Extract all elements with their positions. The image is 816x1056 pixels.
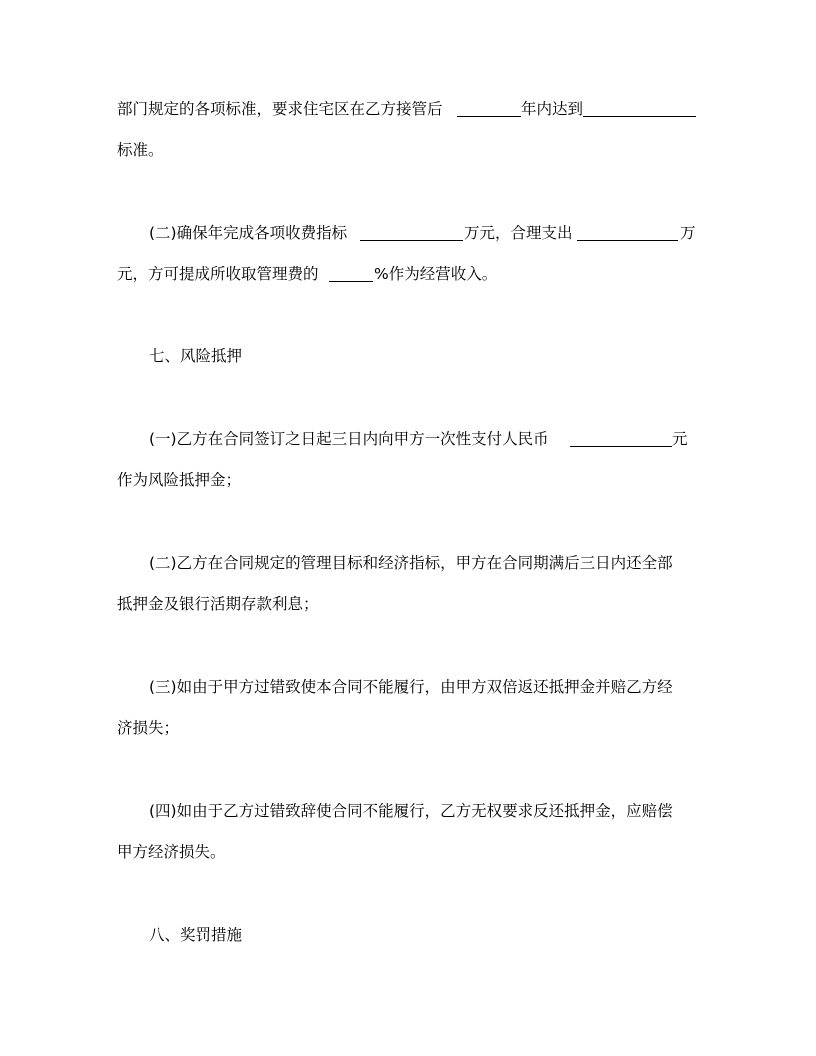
- p1-line1: [0, 97, 816, 121]
- p2-line2: [0, 262, 816, 286]
- p6-line2-text: 甲方经济损失。: [117, 843, 226, 861]
- p1-line2-text: 标准。: [117, 141, 164, 159]
- p3-line1-text-a: (一)乙方在合同签订之日起三日内向甲方一次性支付人民币: [149, 430, 549, 448]
- percent-blank: [329, 264, 373, 282]
- p6-line2: [0, 840, 816, 864]
- p4-line2-text: 抵押金及银行活期存款利息；: [117, 595, 319, 613]
- p3-line1-text-b: 元: [672, 430, 688, 448]
- fee-target-blank: [360, 223, 463, 241]
- p4-line1-text: (二)乙方在合同规定的管理目标和经济指标，甲方在合同期满后三日内还全部: [149, 554, 673, 572]
- p5-line2-text: 济损失；: [117, 719, 180, 737]
- p5-line2: [0, 716, 816, 740]
- deposit-amount-blank: [570, 429, 672, 447]
- p5-line1: [0, 675, 816, 699]
- p2-line2-text-a: 元，方可提成所收取管理费的: [117, 265, 319, 283]
- p2-line2-text-b: %作为经营收入。: [374, 265, 498, 283]
- p2-line1: [0, 221, 816, 245]
- p6-line1: [0, 799, 816, 823]
- p2-line1-text-c: 万: [680, 224, 696, 242]
- p2-line1-text-a: (二)确保年完成各项收费指标: [149, 224, 348, 242]
- p6-line1-text: (四)如由于乙方过错致辞使合同不能履行，乙方无权要求反还抵押金，应赔偿: [149, 802, 673, 820]
- p4-line1: [0, 551, 816, 575]
- p3-line1: [0, 427, 816, 451]
- expense-blank: [577, 223, 678, 241]
- p1-line1-text-a: 部门规定的各项标准，要求住宅区在乙方接管后: [117, 100, 443, 118]
- section-heading-8: [0, 923, 816, 947]
- years-blank: [457, 99, 521, 117]
- heading-7-text: 七、风险抵押: [149, 347, 243, 365]
- p3-line2: [0, 468, 816, 492]
- p3-line2-text: 作为风险抵押金；: [117, 471, 242, 489]
- p2-line1-text-b: 万元，合理支出: [464, 224, 573, 242]
- p1-line1-text-b: 年内达到: [521, 100, 584, 118]
- heading-8-text: 八、奖罚措施: [149, 926, 243, 944]
- standard-blank: [583, 99, 696, 117]
- p5-line1-text: (三)如由于甲方过错致使本合同不能履行，由甲方双倍返还抵押金并赔乙方经: [149, 678, 673, 696]
- p4-line2: [0, 592, 816, 616]
- p1-line2: [0, 138, 816, 162]
- section-heading-7: [0, 344, 816, 368]
